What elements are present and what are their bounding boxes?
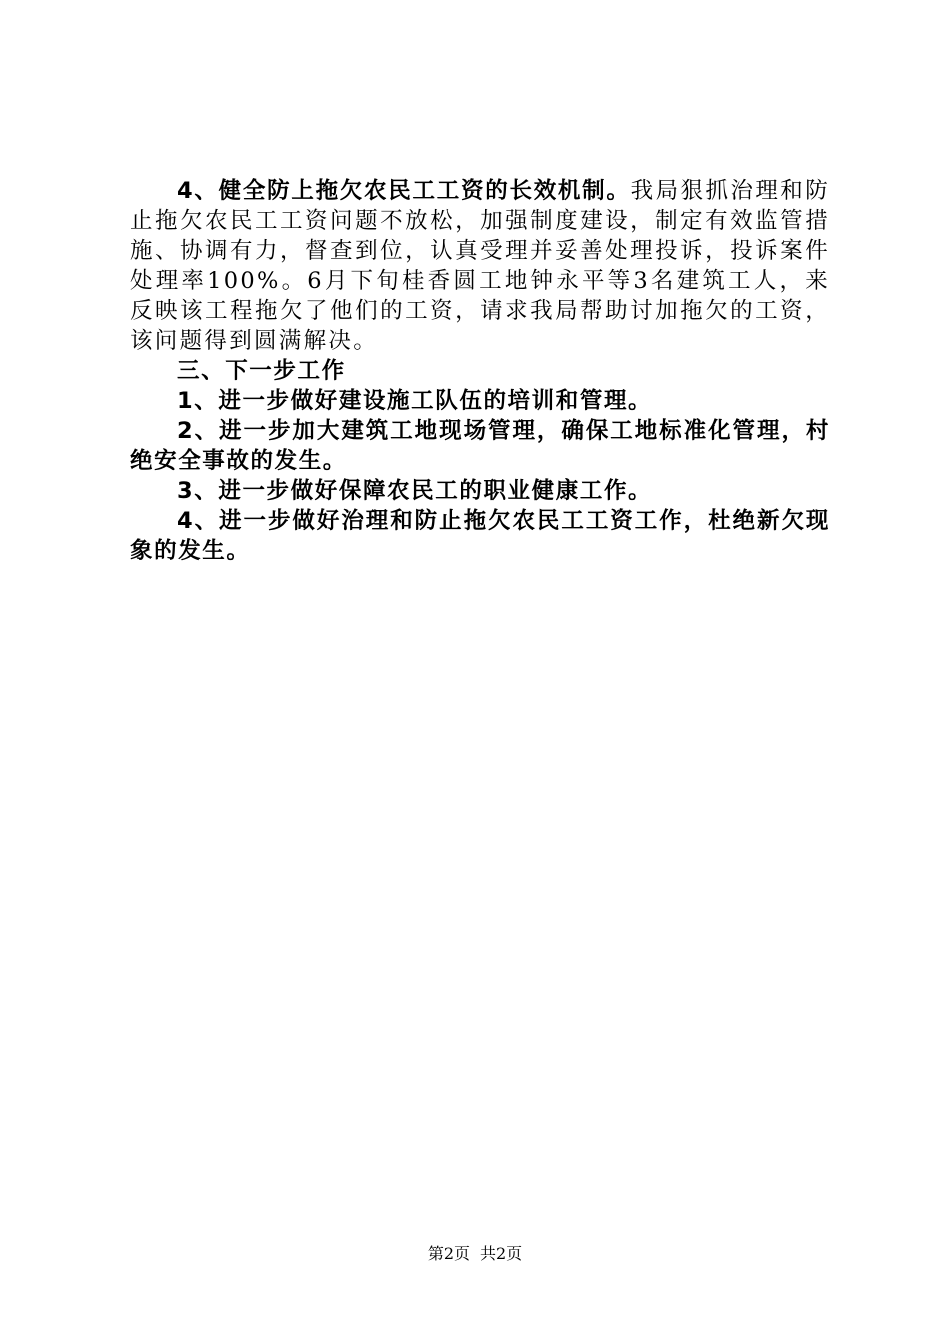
paragraph-wage-mechanism bbox=[130, 176, 830, 356]
page-total: 共2页 bbox=[480, 1244, 523, 1263]
section-heading: 三、下一步工作 bbox=[177, 358, 346, 384]
document-body bbox=[130, 176, 830, 566]
page-footer bbox=[0, 1244, 950, 1264]
list-item: 3、进一步做好保障农民工的职业健康工作。 bbox=[177, 478, 653, 504]
paragraph-lead: 4、健全防上拖欠农民工工资的长效机制。 bbox=[177, 178, 631, 204]
list-item: 1、进一步做好建设施工队伍的培训和管理。 bbox=[177, 388, 653, 414]
list-item: 2、进一步加大建筑工地现场管理，确保工地标准化管理，村绝安全事故的发生。 bbox=[130, 418, 830, 474]
paragraph-body: 我局狠抓治理和防止拖欠农民工工资问题不放松，加强制度建设，制定有效监管措施、协调有力，督查到位，认真受理并妥善处理投诉，投诉案件处理率100%。6月下旬桂香圆工地钟永平等3名建筑工人，来反映该工程拖欠了他们的工资，请求我局帮助讨加拖欠的工资，该问题得到圆满解决。 bbox=[130, 178, 830, 354]
page-number: 第2页 bbox=[427, 1244, 470, 1263]
list-item: 4、进一步做好治理和防止拖欠农民工工资工作，杜绝新欠现象的发生。 bbox=[130, 508, 830, 564]
